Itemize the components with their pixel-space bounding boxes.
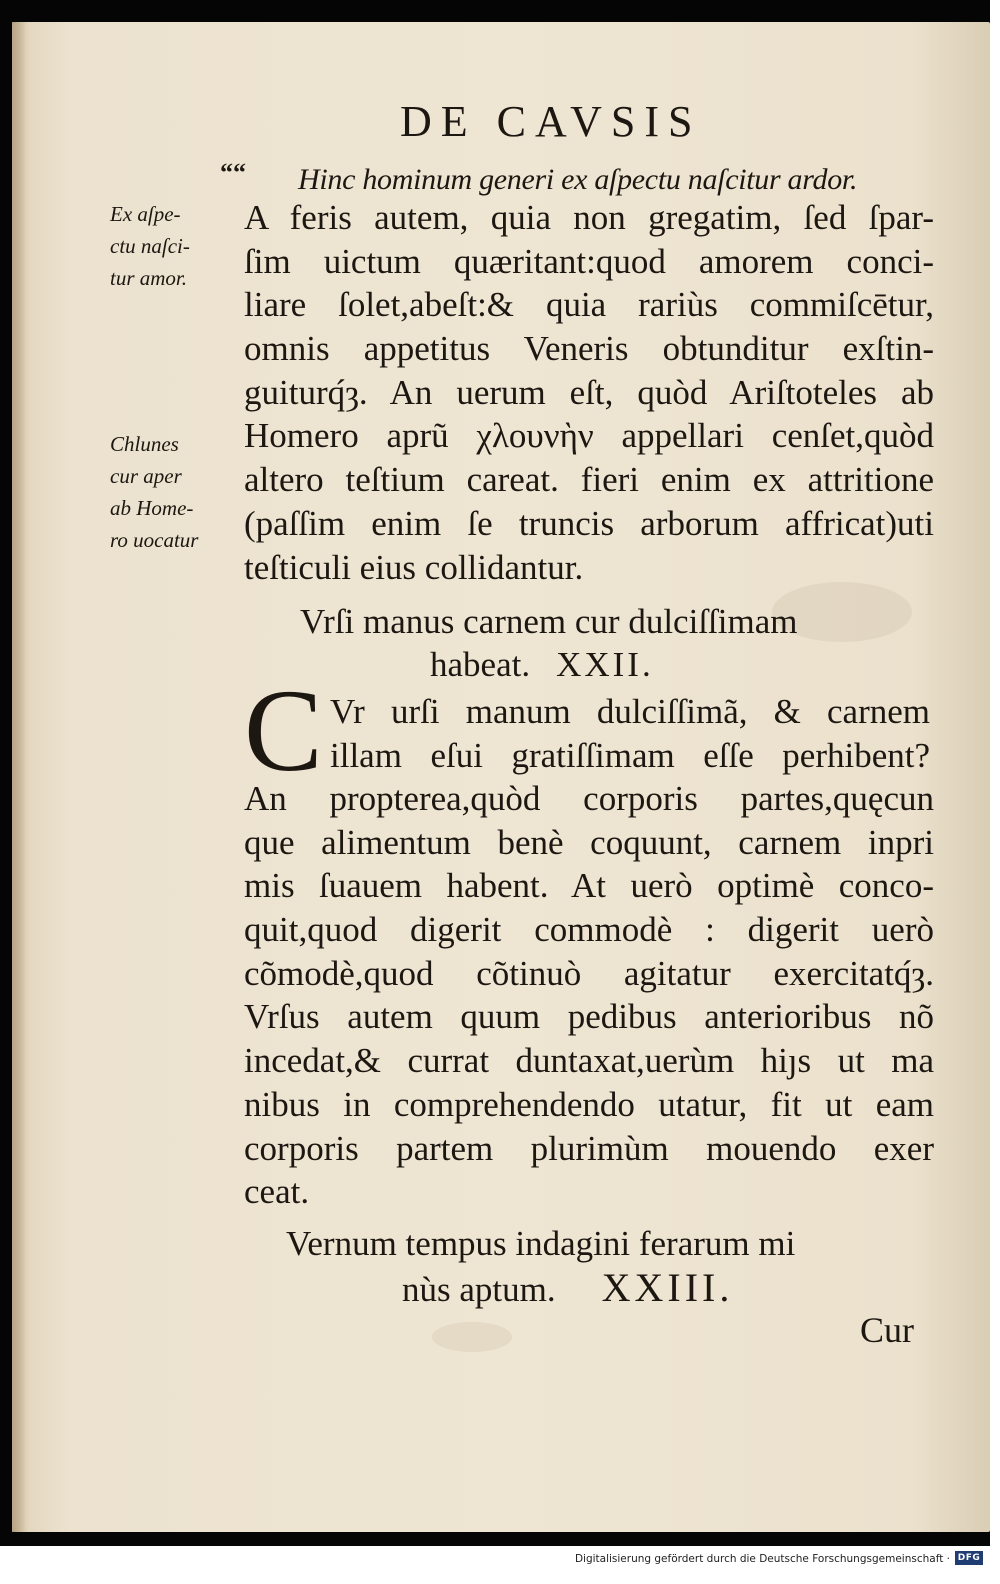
text-line: Vrſus autem quum pedibus anterioribus nõ: [244, 997, 934, 1037]
dfg-logo: DFG: [955, 1551, 983, 1565]
chapter-22-title-cont: [430, 643, 654, 687]
text-line: liare ſolet,abeſt:& quia rariùs commiſcētur,: [244, 285, 934, 325]
margin-note-line: ro uocatur: [110, 528, 199, 552]
margin-note-line: tur amor.: [110, 266, 188, 290]
chapter-23-title-line-2: nùs aptum.: [402, 1270, 556, 1309]
chapter-23-number: XXIII.: [601, 1265, 734, 1310]
paragraph-2-opening: [330, 690, 930, 777]
chapter-23-title: Vernum tempus indagini ferarum mi: [286, 1224, 796, 1263]
text-line: corporis partem plurimùm mouendo exer: [244, 1128, 934, 1168]
text-line: Homero aprũ χλουνὴν appellari cenſet,quòd: [244, 416, 934, 456]
drop-cap-initial: C: [244, 665, 323, 796]
chapter-23-title-cont: [402, 1266, 733, 1312]
text-line: teſticuli eius collidantur.: [244, 547, 584, 587]
text-line: Vr urſi manum dulciſſimã, & carnem: [330, 692, 930, 731]
chapter-22-number: XXII.: [556, 645, 654, 684]
paragraph-1: [244, 196, 934, 589]
page-gutter-shadow: [12, 22, 26, 1532]
margin-note-line: cur aper: [110, 464, 182, 488]
margin-note-line: Ex aſpe-: [110, 202, 181, 226]
text-line: mis ſuauem habent. At uerò optimè conco-: [244, 866, 934, 906]
text-line: nibus in comprehendendo utatur, fit ut eam: [244, 1084, 934, 1124]
text-line: incedat,& currat duntaxat,uerùm hiȷs ut ma: [244, 1041, 934, 1081]
catchword: Cur: [860, 1310, 914, 1350]
digitization-credit: Digitalisierung gefördert durch die Deutsche Forschungsgemeinschaft ·: [574, 1553, 950, 1565]
text-line: guiturq́ȝ. An uerum eſt, quòd Ariſtoteles ab: [244, 372, 934, 412]
quotation-mark: ““: [220, 158, 246, 187]
chapter-22-title-line-2: habeat.: [430, 645, 531, 684]
text-line: ceat.: [244, 1172, 310, 1212]
text-line: cõmodè,quod cõtinuò agitatur exercitatq́ȝ.: [244, 953, 934, 993]
text-line: ſim uictum quæritant:quod amorem conci-: [244, 241, 934, 281]
margin-note-2: [110, 428, 198, 556]
text-line: An propterea,quòd corporis partes,quęcun: [244, 779, 934, 818]
text-line: illam eſui gratiſſimam eſſe perhibent?: [330, 735, 930, 775]
text-line: omnis appetitus Veneris obtunditur exſtin-: [244, 329, 934, 369]
text-line: A feris autem, quia non gregatim, ſed ſpar-: [244, 198, 934, 237]
text-line: altero teſtium careat. fieri enim ex attritione: [244, 460, 934, 500]
text-line: quit,quod digerit commodè : digerit uerò: [244, 910, 934, 950]
margin-note-1: [110, 198, 190, 294]
chapter-22-title: Vrſi manus carnem cur dulciſſimam: [300, 602, 798, 641]
paragraph-2: [244, 777, 934, 1214]
running-head: DE CAVSIS: [400, 97, 702, 146]
verse-quotation: Hinc hominum generi ex aſpectu naſcitur ardor.: [298, 163, 858, 196]
margin-note-line: ab Home-: [110, 496, 194, 520]
text-line: que alimentum benè coquunt, carnem inpri: [244, 822, 934, 862]
margin-note-line: ctu naſci-: [110, 234, 190, 258]
margin-note-line: Chlunes: [110, 432, 179, 456]
text-line: (paſſim enim ſe truncis arborum affricat)uti: [244, 503, 934, 543]
